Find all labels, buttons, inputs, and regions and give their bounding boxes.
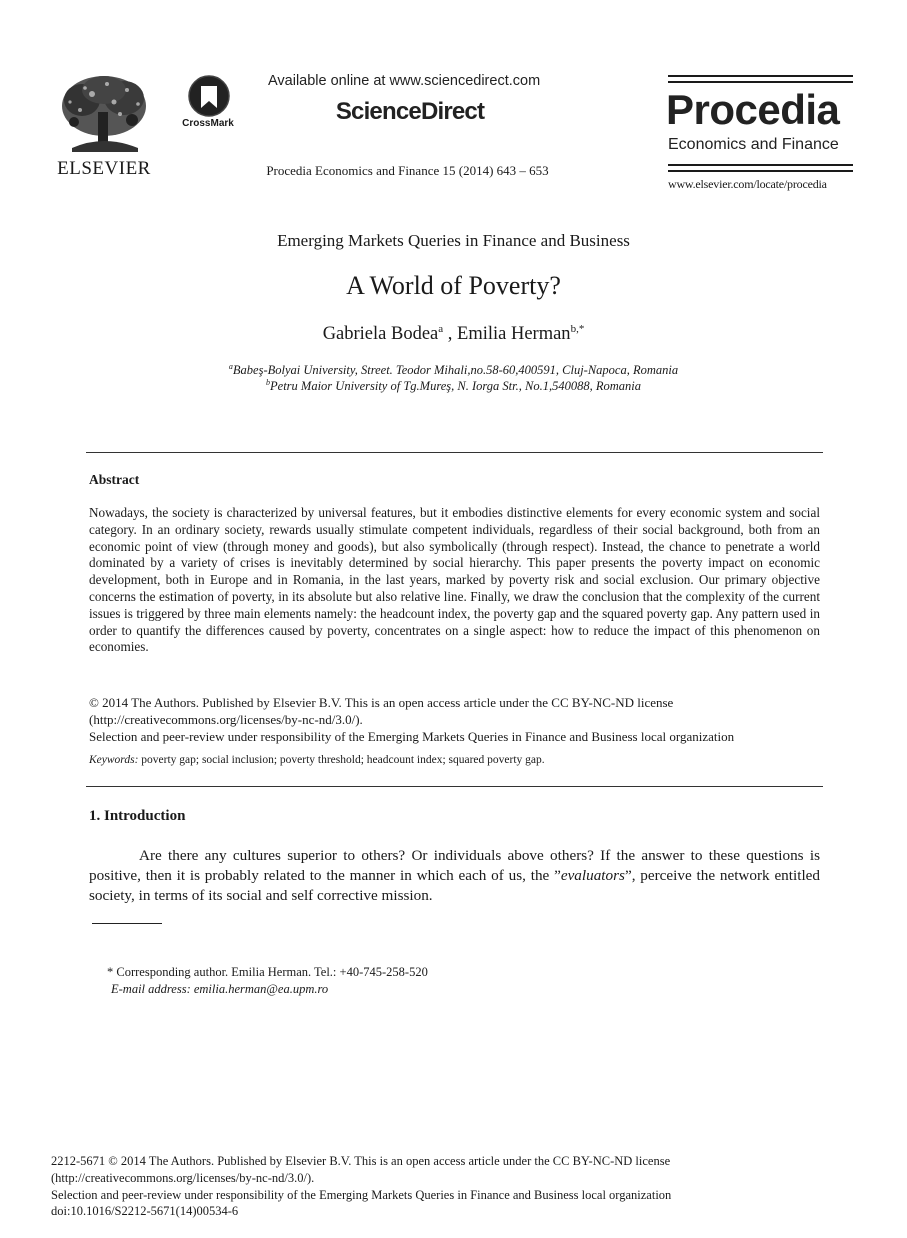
author-separator: , (443, 324, 458, 345)
copyright-line: © 2014 The Authors. Published by Elsevier B.V. This is an open access article under the CC BY-NC-ND license (89, 695, 674, 710)
procedia-top-rule-2 (668, 81, 853, 83)
journal-reference: Procedia Economics and Finance 15 (2014) 643 – 653 (266, 163, 549, 178)
crossmark-label: CrossMark (182, 118, 234, 129)
peer-review-statement: Selection and peer-review under responsibility of the Emerging Markets Queries in Finance and Business local organization (89, 729, 735, 744)
abstract-heading: Abstract (89, 472, 140, 487)
affiliation-a (0, 362, 907, 378)
affiliation-mark: a (228, 362, 233, 371)
procedia-bottom-rule-2 (668, 170, 853, 172)
author-name: Gabriela Bodea (322, 324, 439, 345)
affiliation-text: Petru Maior University of Tg.Mureş, N. Iorga Str., No.1,540088, Romania (270, 379, 641, 394)
procedia-subtitle: Economics and Finance (668, 136, 839, 153)
doi-line[interactable]: doi:10.1016/S2212-5671(14)00534-6 (51, 1204, 239, 1218)
introduction-heading: 1. Introduction (89, 808, 186, 824)
author-list (0, 323, 907, 345)
footnote-rule (92, 923, 162, 924)
keywords-label: Keywords: (89, 754, 139, 766)
issn-copyright-line: 2212-5671 © 2014 The Authors. Published by Elsevier B.V. This is an open access article under the CC BY-NC-ND license (51, 1154, 671, 1168)
elsevier-wordmark: ELSEVIER (57, 158, 151, 179)
available-online-text[interactable]: Available online at www.sciencedirect.com (268, 73, 541, 89)
affiliation-text: Babeş-Bolyai University, Street. Teodor Mihali,no.58-60,400591, Cluj-Napoca, Romania (232, 363, 679, 378)
email-address[interactable]: E-mail address: emilia.herman@ea.upm.ro (111, 982, 329, 996)
intro-italic-term: evaluators (560, 867, 625, 884)
affiliation-mark: b (266, 378, 271, 387)
bottom-peer-review: Selection and peer-review under responsibility of the Emerging Markets Queries in Finance and Business local organization (51, 1188, 672, 1202)
procedia-top-rule-1 (668, 75, 853, 77)
affiliation-b (0, 378, 907, 394)
abstract-text: Nowadays, the society is characterized by universal features, but it embodies distinctive elements for every economic system and social category. In an ordinary society, rewards usually stimulate competent individuals, regardless of their social background, both from an economic point of view (through money and goods), but also symbolically (through respect). Instead, the chance to penetrate a world dominated by a variety of crises is inevitably determined by social hierarchy. This paper presents the poverty impact on economic development, both in Europe and in Romania, in the last years, marked by poverty risk and social exclusion. Our primary objective concerns the estimation of poverty, in its absolute but also relative line. Finally, we draw the conclusion that the complexity of the current issues is triggered by three main elements namely: the headcount index, the poverty gap and the squared poverty gap. Any pattern used in order to quantify the differences caused by poverty, concentrates on a single aspect: how to reduce the impact of this phenomenon on economies. (89, 505, 820, 655)
author-name: Emilia Herman (457, 324, 571, 345)
bottom-license-link[interactable]: (http://creativecommons.org/licenses/by-nc-nd/3.0/). (51, 1171, 315, 1185)
author-affiliation-mark: a (438, 323, 444, 335)
sciencedirect-brand: ScienceDirect (335, 98, 485, 125)
license-link[interactable]: (http://creativecommons.org/licenses/by-nc-nd/3.0/). (89, 712, 363, 727)
corresponding-author-note: * Corresponding author. Emilia Herman. Tel.: +40-745-258-520 (107, 965, 428, 979)
intro-text: Are there any cultures superior to others? Or individuals above others? If the answer to these questions is positive, then it is probably related to the manner in which each of us, the ” (89, 847, 820, 884)
section-divider (86, 786, 823, 787)
intro-text: ”, perceive the network entitled society, in terms of its social and self corrective mission. (89, 867, 820, 904)
procedia-url-link[interactable]: www.elsevier.com/locate/procedia (668, 177, 827, 191)
keywords (89, 754, 820, 766)
keywords-list: poverty gap; social inclusion; poverty threshold; headcount index; squared poverty gap. (138, 754, 545, 766)
article-title: A World of Poverty? (346, 271, 561, 300)
introduction-paragraph (89, 846, 820, 906)
conference-name: Emerging Markets Queries in Finance and Business (277, 231, 630, 250)
procedia-bottom-rule-1 (668, 164, 853, 166)
author-affiliation-mark: b,* (570, 323, 585, 335)
section-divider (86, 452, 823, 453)
procedia-title: Procedia (666, 86, 840, 133)
